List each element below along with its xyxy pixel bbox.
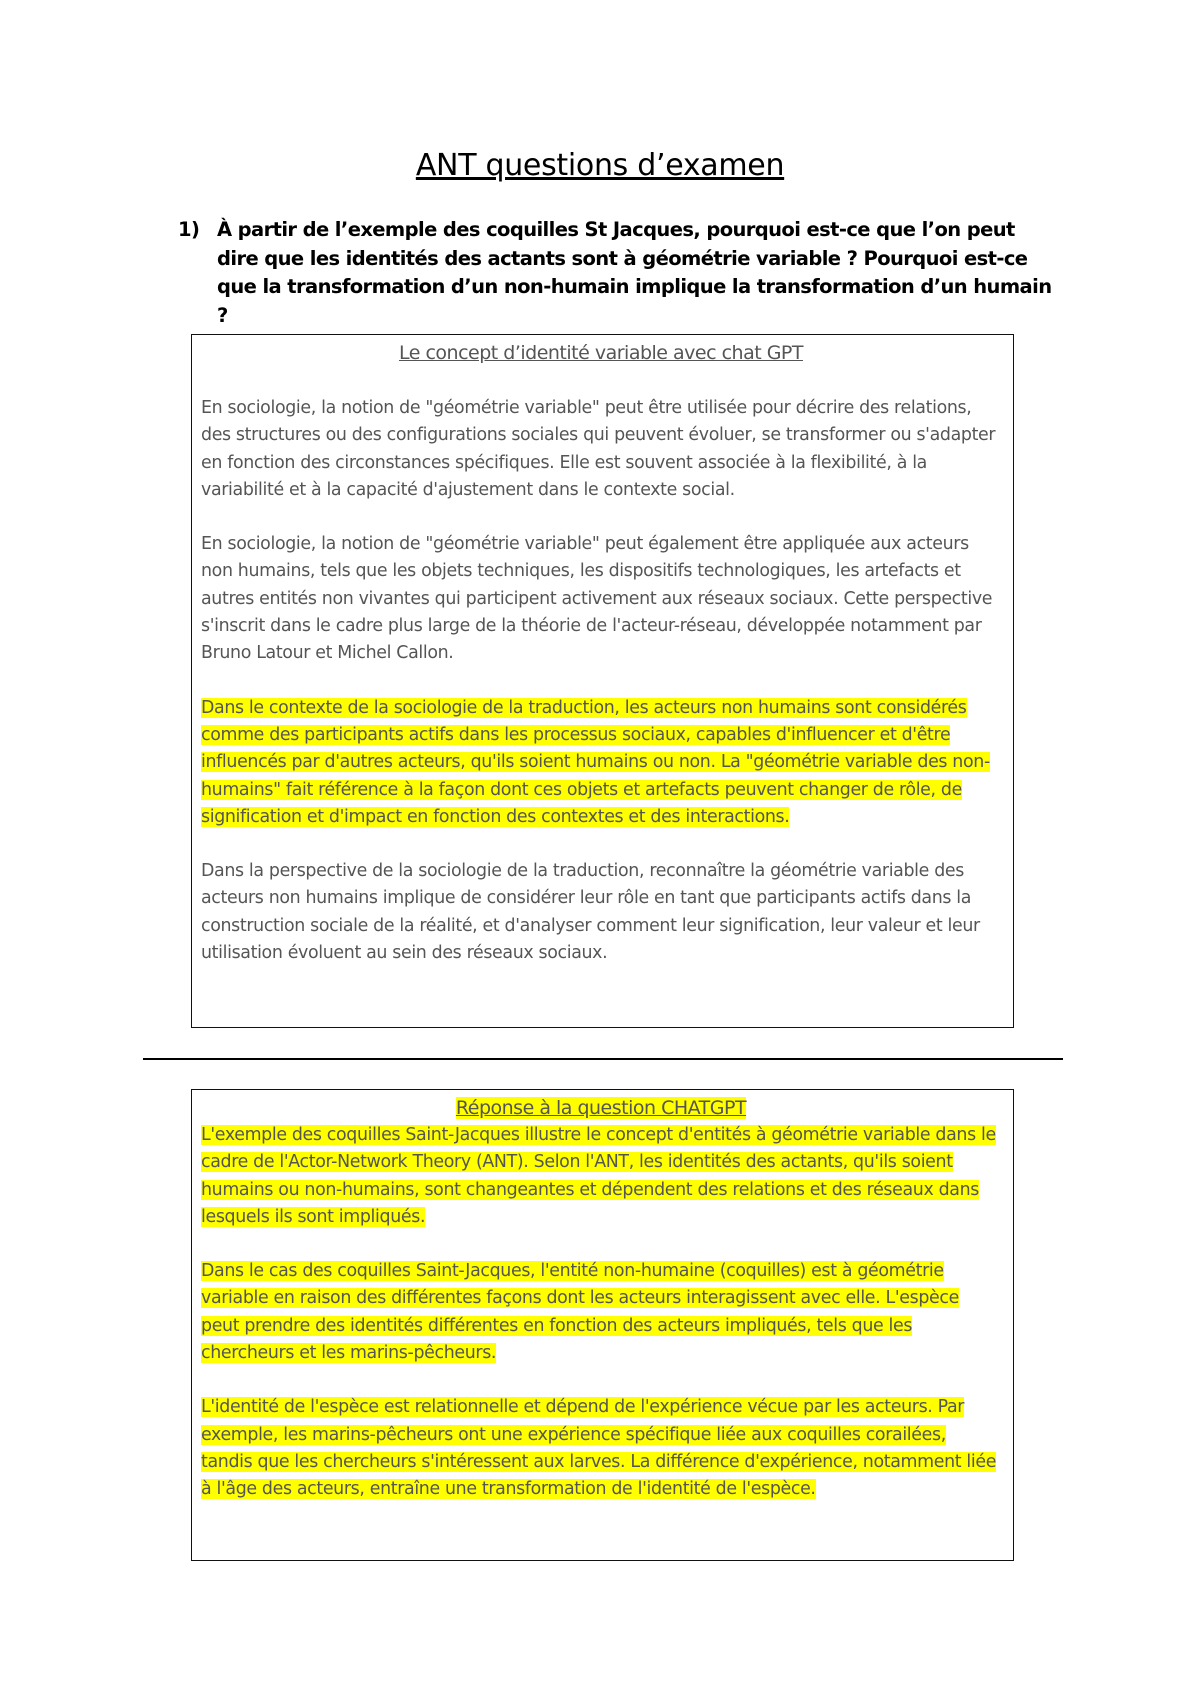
question-text: À partir de l’exemple des coquilles St Jacques, pourquoi est-ce que l’on peut dire que les identités des actants sont à géométrie variable ? Pourquoi est-ce que la transformation d’un non-humain implique la transformation d’un humain ? bbox=[217, 218, 1052, 327]
concept-box-title: Le concept d’identité variable avec chat GPT bbox=[398, 342, 803, 364]
answer-paragraph-3 bbox=[201, 1394, 1001, 1503]
answer-box-title bbox=[201, 1094, 1001, 1122]
chatgpt-answer-box bbox=[191, 1089, 1014, 1561]
concept-paragraph-1-text: En sociologie, la notion de "géométrie variable" peut être utilisée pour décrire des relations, des structures ou des configurations sociales qui peuvent évoluer, se transformer ou s'adapter en fonction des circonstances spécifiques. Elle est souvent associée à la flexibilité, à la variabilité et à la capacité d'ajustement dans le contexte social. bbox=[201, 398, 996, 500]
question-1 bbox=[178, 216, 1058, 330]
document-title: ANT questions d’examen bbox=[415, 148, 785, 183]
concept-paragraph-2 bbox=[201, 531, 1001, 667]
question-number: 1) bbox=[178, 218, 200, 241]
concept-paragraph-3-highlighted bbox=[201, 695, 1001, 831]
answer-paragraph-2-text: Dans le cas des coquilles Saint-Jacques, l'entité non-humaine (coquilles) est à géométrie variable en raison des différentes façons dont les acteurs interagissent avec elle. L'espèce peut prendre des identités différentes en fonction des acteurs impliqués, tels que les chercheurs et les marins-pêcheurs. bbox=[201, 1261, 959, 1364]
answer-box-title-text: Réponse à la question CHATGPT bbox=[455, 1097, 747, 1119]
concept-paragraph-1 bbox=[201, 395, 1001, 504]
chatgpt-concept-box bbox=[191, 334, 1014, 1028]
answer-paragraph-3-text: L'identité de l'espèce est relationnelle et dépend de l'expérience vécue par les acteurs. Par exemple, les marins-pêcheurs ont une expérience spécifique liée aux coquilles corailées, tandis que les chercheurs s'intéressent aux larves. La différence d'expérience, notamment liée à l'âge des acteurs, entraîne une transformation de l'identité de l'espèce. bbox=[201, 1397, 997, 1500]
concept-paragraph-2-text: En sociologie, la notion de "géométrie variable" peut également être appliquée aux acteurs non humains, tels que les objets techniques, les dispositifs technologiques, les artefacts et autres entités non vivantes qui participent activement aux réseaux sociaux. Cette perspective s'inscrit dans le cadre plus large de la théorie de l'acteur-réseau, développée notamment par Bruno Latour et Michel Callon. bbox=[201, 534, 993, 664]
concept-paragraph-3-text: Dans le contexte de la sociologie de la traduction, les acteurs non humains sont considérés comme des participants actifs dans les processus sociaux, capables d'influencer et d'être influencés par d'autres acteurs, qu'ils soient humains ou non. La "géométrie variable des non-humains" fait référence à la façon dont ces objets et artefacts peuvent changer de rôle, de signification et d'impact en fonction des contextes et des interactions. bbox=[201, 697, 990, 827]
answer-paragraph-1 bbox=[201, 1122, 1001, 1231]
section-divider bbox=[143, 1058, 1063, 1060]
answer-paragraph-2 bbox=[201, 1258, 1001, 1367]
concept-paragraph-4 bbox=[201, 858, 1001, 967]
concept-paragraph-4-text: Dans la perspective de la sociologie de la traduction, reconnaître la géométrie variable des acteurs non humains implique de considérer leur rôle en tant que participants actifs dans la construction sociale de la réalité, et d'analyser comment leur signification, leur valeur et leur utilisation évoluent au sein des réseaux sociaux. bbox=[201, 861, 980, 964]
answer-paragraph-1-text: L'exemple des coquilles Saint-Jacques illustre le concept d'entités à géométrie variable dans le cadre de l'Actor-Network Theory (ANT). Selon l'ANT, les identités des actants, qu'ils soient humains ou non-humains, sont changeantes et dépendent des relations et des réseaux dans lesquels ils sont impliqués. bbox=[201, 1125, 996, 1227]
